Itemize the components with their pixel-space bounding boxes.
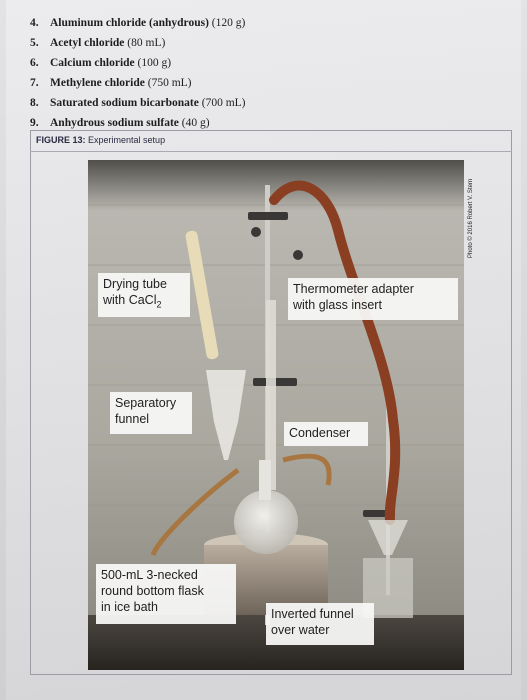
callout-drying-tube: Drying tube with CaCl$_2$ [98, 273, 190, 317]
callout-separatory-funnel: Separatory funnel [110, 392, 192, 434]
callout-inverted-funnel: Inverted funnel over water [266, 603, 374, 645]
reagent-item: 6. Calcium chloride (100 g) [30, 57, 172, 69]
figure-caption [36, 135, 165, 145]
reagent-item: 5. Acetyl chloride (80 mL) [30, 37, 166, 49]
reagent-item: 4. Aluminum chloride (anhydrous) (120 g) [30, 17, 246, 29]
figure-label: FIGURE 13: [36, 135, 86, 145]
figure-divider [30, 151, 512, 152]
reagent-list [30, 13, 246, 133]
photo-credit: Photo © 2016 Robert V. Stern [468, 178, 474, 258]
callout-thermometer-adapter: Thermometer adapter with glass insert [288, 278, 458, 320]
figure-caption-text: Experimental setup [88, 135, 166, 145]
reagent-item: 7. Methylene chloride (750 mL) [30, 77, 192, 89]
experimental-setup-photo [88, 160, 464, 670]
flask-center-neck [259, 460, 271, 500]
callout-condenser: Condenser [284, 422, 368, 446]
callout-flask: 500-mL 3-necked round bottom flask in ice bath [96, 564, 236, 624]
reagent-item: 8. Saturated sodium bicarbonate (700 mL) [30, 97, 246, 109]
reagent-item: 9. Anhydrous sodium sulfate (40 g) [30, 117, 210, 129]
